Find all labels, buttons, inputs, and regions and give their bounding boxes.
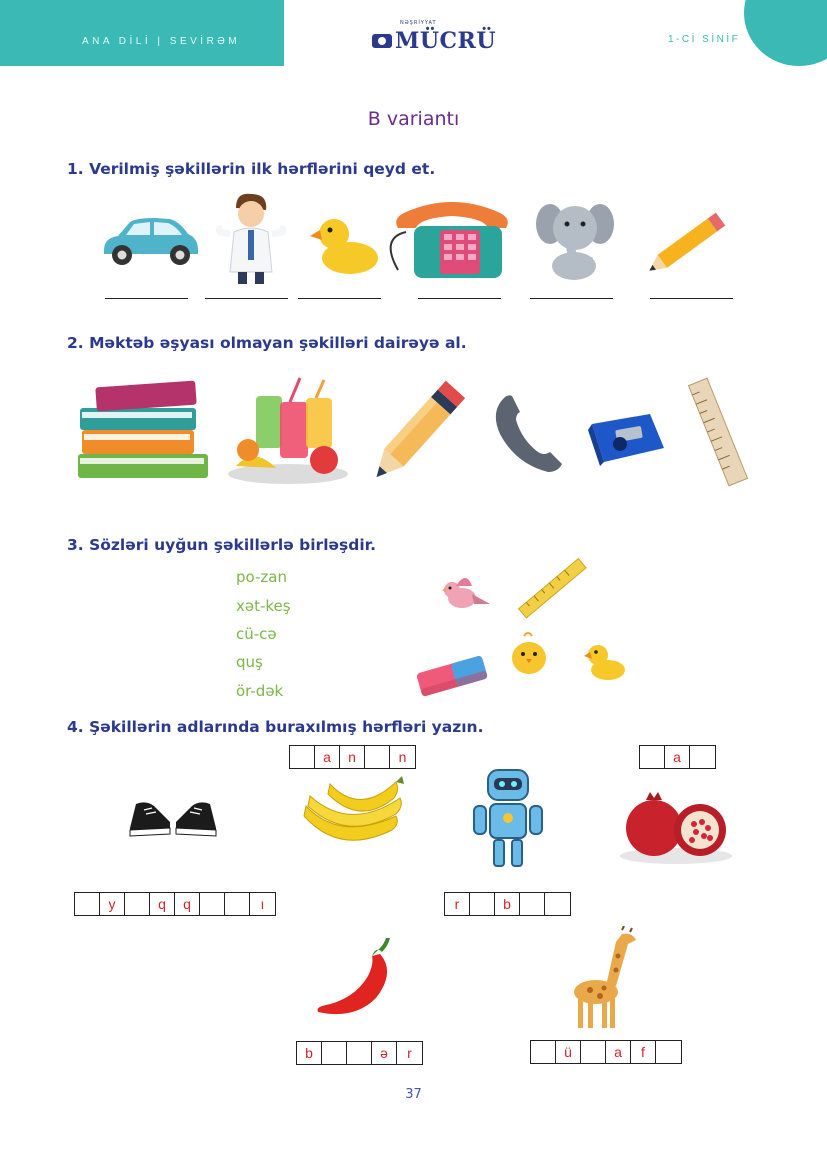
logo-camera-icon [372, 34, 392, 48]
duck-image[interactable] [582, 640, 626, 682]
answer-line-6[interactable] [650, 298, 733, 299]
pencil-image [360, 374, 476, 488]
pepper-image [314, 936, 398, 1020]
header-grade: 1-Cİ SİNİF [668, 34, 741, 45]
word-item[interactable]: po-zan [236, 568, 287, 586]
answer-line-3[interactable] [298, 298, 381, 299]
letter-cell[interactable]: a [606, 1041, 631, 1063]
chick-image[interactable] [510, 630, 548, 676]
doctor-image [216, 192, 286, 288]
duck-image [306, 210, 382, 276]
letter-cell[interactable] [581, 1041, 606, 1063]
letter-cell[interactable] [520, 893, 545, 915]
answer-line-5[interactable] [530, 298, 613, 299]
word-item[interactable]: cü-cə [236, 625, 277, 643]
letter-cell[interactable]: f [631, 1041, 656, 1063]
task-4-instruction: 4. Şəkillərin adlarında buraxılmış hərfləri yazın. [67, 718, 484, 736]
elephant-image [534, 194, 616, 284]
giraffe-image [566, 926, 646, 1032]
letter-cell[interactable]: ə [372, 1042, 397, 1064]
letter-cell[interactable] [290, 746, 315, 768]
letter-cell[interactable]: r [445, 893, 470, 915]
letter-cell[interactable] [225, 893, 250, 915]
publisher-logo [372, 20, 497, 56]
ruler-image[interactable] [518, 556, 588, 622]
fruit-drinks-image [224, 376, 352, 486]
letter-cell[interactable] [690, 746, 715, 768]
letter-cell[interactable] [531, 1041, 556, 1063]
letter-cell[interactable] [545, 893, 570, 915]
car-image [98, 214, 202, 268]
letter-cell[interactable]: a [315, 746, 340, 768]
letter-cell[interactable] [656, 1041, 681, 1063]
letter-cell[interactable]: y [100, 893, 125, 915]
header-band [0, 0, 284, 66]
letter-cell[interactable] [640, 746, 665, 768]
robot-image [466, 766, 550, 872]
pencil-image [644, 206, 734, 278]
books-image [76, 378, 212, 486]
letter-boxes-pomegranate [639, 745, 716, 769]
letter-cell[interactable] [75, 893, 100, 915]
page-title: B variantı [367, 108, 460, 130]
letter-cell[interactable] [125, 893, 150, 915]
word-item[interactable]: quş [236, 653, 263, 671]
phone-receiver-image [488, 390, 568, 478]
letter-cell[interactable]: ı [260, 896, 265, 912]
letter-boxes-banana [289, 745, 416, 769]
letter-cell[interactable]: n [398, 749, 407, 765]
pomegranate-image [616, 786, 738, 866]
task-1-instruction: 1. Verilmiş şəkillərin ilk hərflərini qeyd et. [67, 160, 436, 178]
letter-cell[interactable] [200, 893, 225, 915]
letter-cell[interactable]: n [340, 746, 365, 768]
letter-cell[interactable]: b [495, 893, 520, 915]
letter-cell[interactable]: q [175, 893, 200, 915]
header-subject: ANA DİLİ | SEVİRƏM [82, 36, 241, 47]
letter-boxes-sneakers [74, 892, 276, 916]
logo-caption: NƏŞRİYYAT [400, 20, 437, 26]
letter-cell[interactable] [365, 746, 390, 768]
letter-boxes-giraffe [530, 1040, 682, 1064]
page-number: 37 [405, 1087, 422, 1102]
telephone-image [384, 198, 520, 282]
task-3-instruction: 3. Sözləri uyğun şəkillərlə birləşdir. [67, 536, 376, 554]
logo-text: MÜCRÜ [395, 28, 497, 54]
eraser-image[interactable] [414, 652, 490, 700]
sharpener-image [586, 404, 670, 470]
letter-cell[interactable]: a [665, 746, 690, 768]
task-2-instruction: 2. Məktəb əşyası olmayan şəkilləri dairəyə al. [67, 334, 467, 352]
bird-image[interactable] [438, 572, 492, 616]
corner-decoration [744, 0, 827, 66]
answer-line-2[interactable] [205, 298, 288, 299]
letter-cell[interactable] [322, 1042, 347, 1064]
letter-boxes-robot [444, 892, 571, 916]
word-item[interactable]: ör-dək [236, 682, 284, 700]
ruler-image [682, 376, 754, 488]
letter-boxes-pepper [296, 1041, 423, 1065]
letter-cell[interactable]: b [297, 1042, 322, 1064]
banana-image [300, 776, 406, 862]
sneakers-image [126, 794, 220, 840]
letter-cell[interactable] [347, 1042, 372, 1064]
letter-cell[interactable]: r [407, 1045, 412, 1061]
answer-line-1[interactable] [105, 298, 188, 299]
letter-cell[interactable] [470, 893, 495, 915]
answer-line-4[interactable] [418, 298, 501, 299]
letter-cell[interactable]: q [150, 893, 175, 915]
word-item[interactable]: xət-keş [236, 597, 291, 615]
letter-cell[interactable]: ü [556, 1041, 581, 1063]
